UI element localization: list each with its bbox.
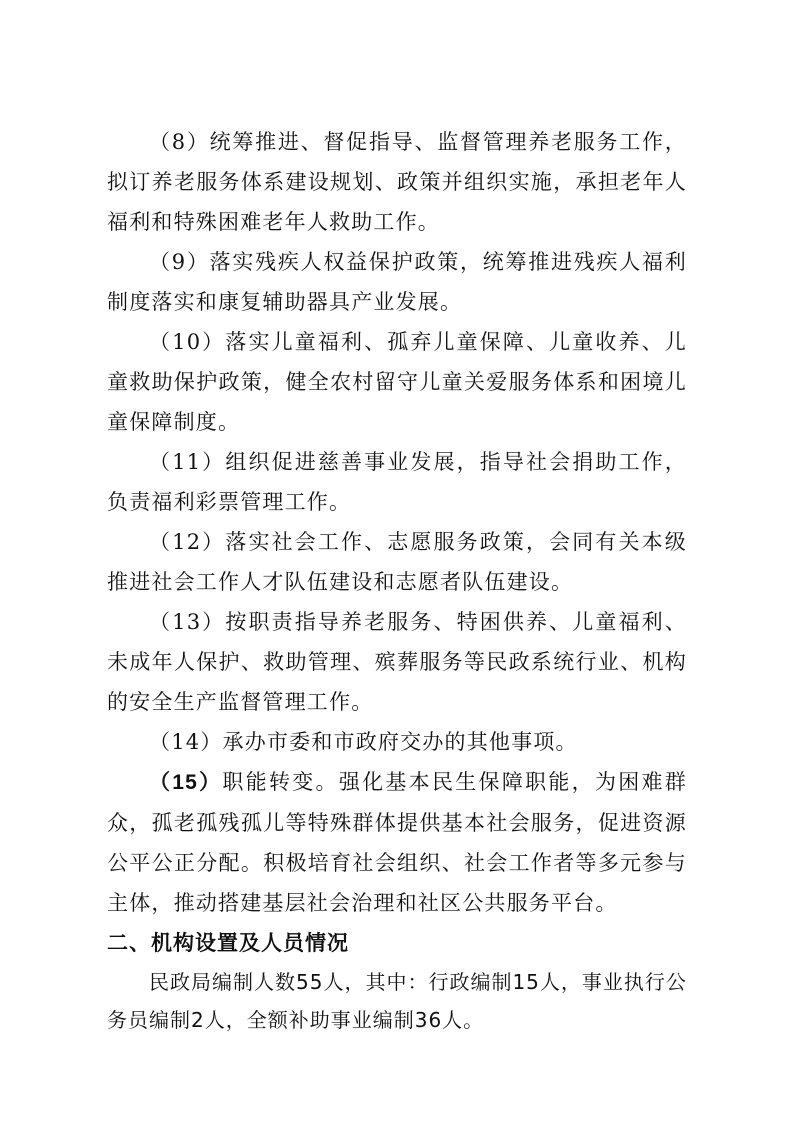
paragraph-item-14: （14）承办市委和市政府交办的其他事项。 <box>149 730 578 754</box>
item-15-text: 职能转变。强化基本民生保障职能，为困难群众，孤老孤残孤儿等特殊群体提供基本社会服务，促进资源公平公正分配。积极培育社会组织、社会工作者等多元参与主体，推动搭建基层社会治理和社区公共服务平台。 <box>107 770 687 915</box>
paragraph-item-15 <box>107 762 687 923</box>
paragraph-item-12: （12）落实社会工作、志愿服务政策，会同有关本级推进社会工作人才队伍建设和志愿者队伍建设。 <box>107 530 687 594</box>
item-15-number: （15） <box>149 771 223 794</box>
section-heading: 二、机构设置及人员情况 <box>107 931 349 955</box>
paragraph-item-10: （10）落实儿童福利、孤弃儿童保障、儿童收养、儿童救助保护政策，健全农村留守儿童关爱服务体系和困境儿童保障制度。 <box>107 330 687 434</box>
paragraph-item-9: （9）落实残疾人权益保护政策，统筹推进残疾人福利制度落实和康复辅助器具产业发展。 <box>107 250 687 314</box>
document-body <box>107 122 687 1039</box>
staffing-paragraph: 民政局编制人数55人，其中：行政编制15人，事业执行公务员编制2人，全额补助事业编制36人。 <box>107 970 687 1032</box>
paragraph-item-8: （8）统筹推进、督促指导、监督管理养老服务工作，拟订养老服务体系建设规划、政策并组织实施，承担老年人福利和特殊困难老年人救助工作。 <box>107 130 687 234</box>
paragraph-item-13: （13）按职责指导养老服务、特困供养、儿童福利、未成年人保护、救助管理、殡葬服务等民政系统行业、机构的安全生产监督管理工作。 <box>107 610 687 714</box>
paragraph-item-11: （11）组织促进慈善事业发展，指导社会捐助工作，负责福利彩票管理工作。 <box>107 450 687 514</box>
